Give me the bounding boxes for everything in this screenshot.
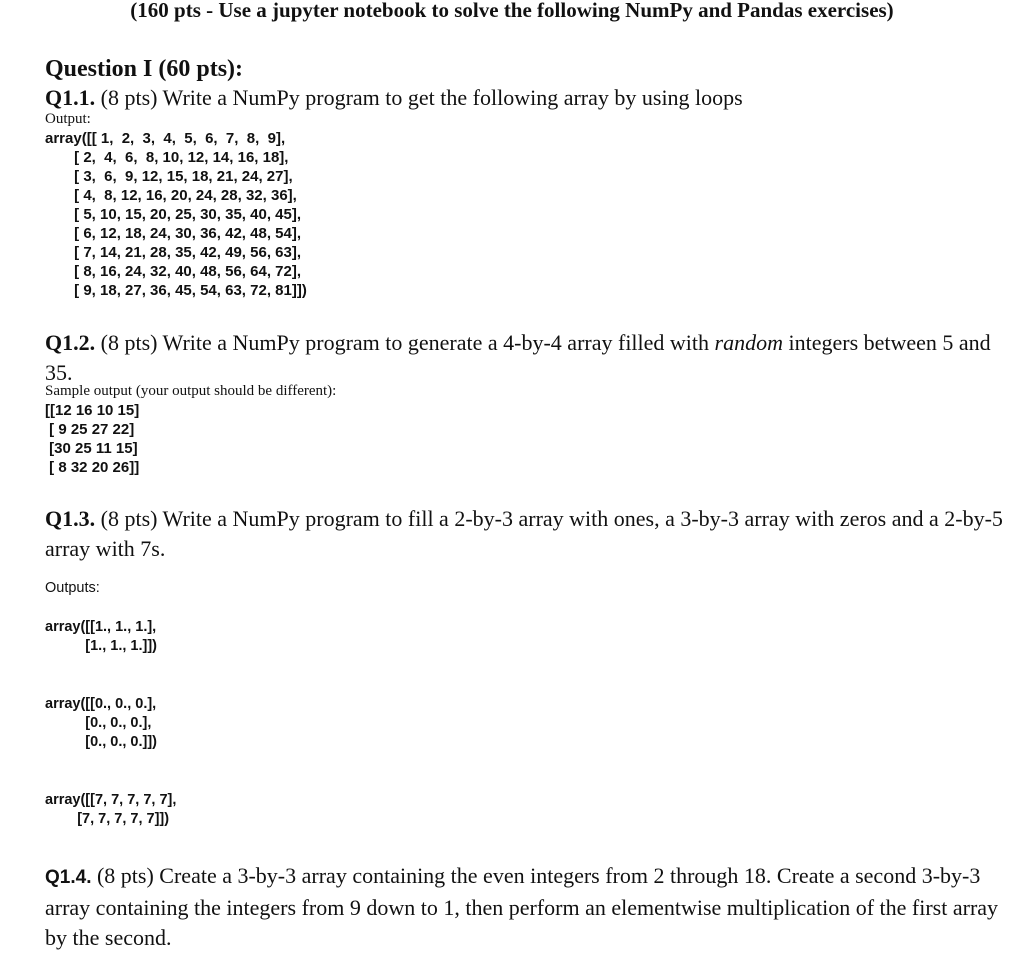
q12-text-italic: random — [714, 330, 783, 355]
code-line: [ 9, 18, 27, 36, 45, 54, 63, 72, 81]]) — [45, 282, 307, 299]
q13-zeros-block — [45, 695, 157, 752]
code-line: [[12 16 10 15] — [45, 402, 140, 419]
q13-ones-block — [45, 618, 157, 656]
q13-text: (8 pts) Write a NumPy program to fill a 2-by-3 array with ones, a 3-by-3 array with zeros and a 2-by-5 array with 7s. — [45, 506, 1003, 561]
question-1-title: Question I (60 pts): — [45, 56, 244, 82]
q11-text: (8 pts) Write a NumPy program to get the following array by using loops — [95, 85, 743, 110]
q11-output-block — [45, 129, 307, 300]
code-line: array([[7, 7, 7, 7, 7], — [45, 792, 177, 808]
q12-text-before: (8 pts) Write a NumPy program to generate a 4-by-4 array filled with — [95, 330, 715, 355]
q11-prompt — [45, 83, 743, 113]
q11-output-label: Output: — [45, 111, 91, 127]
q14-prompt — [45, 861, 1007, 953]
code-line: array([[0., 0., 0.], — [45, 696, 157, 712]
header-title: (160 pts - Use a jupyter notebook to solve the following NumPy and Pandas exercises) — [130, 0, 894, 22]
code-line: [0., 0., 0.]]) — [45, 734, 157, 750]
code-line: [ 7, 14, 21, 28, 35, 42, 49, 56, 63], — [45, 244, 301, 261]
code-line: [ 8 32 20 26]] — [45, 459, 140, 476]
code-line: [1., 1., 1.]]) — [45, 638, 157, 654]
code-line: [0., 0., 0.], — [45, 715, 152, 731]
q13-label: Q1.3. — [45, 506, 96, 531]
code-line: [ 4, 8, 12, 16, 20, 24, 28, 32, 36], — [45, 187, 297, 204]
code-line: [7, 7, 7, 7, 7]]) — [45, 811, 170, 827]
q12-label: Q1.2. — [45, 330, 96, 355]
code-line: [ 9 25 27 22] — [45, 421, 135, 438]
q13-prompt — [45, 504, 1007, 564]
q13-sevens-block — [45, 791, 176, 829]
code-line: array([[ 1, 2, 3, 4, 5, 6, 7, 8, 9], — [45, 130, 286, 147]
q13-output-label: Outputs: — [45, 580, 100, 596]
code-line: [ 2, 4, 6, 8, 10, 12, 14, 16, 18], — [45, 149, 289, 166]
code-line: [ 5, 10, 15, 20, 25, 30, 35, 40, 45], — [45, 206, 301, 223]
q14-label: Q1.4. — [45, 867, 92, 888]
code-line: [ 6, 12, 18, 24, 30, 36, 42, 48, 54], — [45, 225, 301, 242]
q12-text-after: integers between 5 and 35. — [45, 330, 991, 385]
code-line: [ 8, 16, 24, 32, 40, 48, 56, 64, 72], — [45, 263, 301, 280]
code-line: [30 25 11 15] — [45, 440, 138, 457]
q12-output-label: Sample output (your output should be different): — [45, 383, 337, 399]
code-line: array([[1., 1., 1.], — [45, 619, 157, 635]
q11-label: Q1.1. — [45, 85, 96, 110]
q12-prompt — [45, 328, 1007, 388]
page-header — [0, 0, 1024, 23]
q12-output-block — [45, 401, 139, 477]
q14-text: (8 pts) Create a 3-by-3 array containing the even integers from 2 through 18. Create a second 3-by-3 array containing the integers from 9 down to 1, then perform an elementwise multiplication of the first array by the second. — [45, 863, 999, 950]
code-line: [ 3, 6, 9, 12, 15, 18, 21, 24, 27], — [45, 168, 293, 185]
